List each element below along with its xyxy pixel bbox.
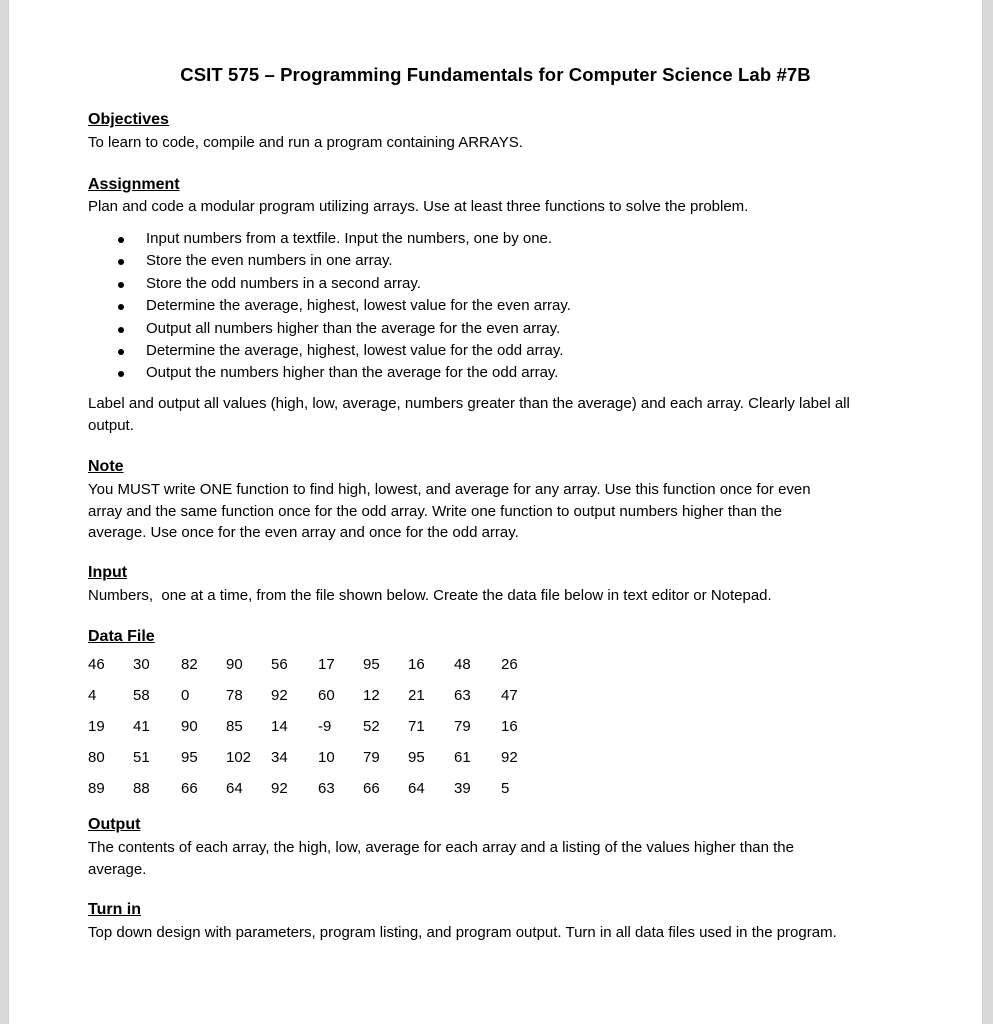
page-title: CSIT 575 – Programming Fundamentals for Computer Science Lab #7B: [180, 64, 811, 85]
bullet-item: Store the even numbers in one array.: [116, 250, 571, 272]
data-cell: 61: [454, 749, 471, 766]
data-cell: 46: [88, 656, 105, 673]
data-cell: 21: [408, 687, 425, 704]
data-file-heading: Data File: [88, 628, 155, 645]
data-cell: 79: [363, 749, 380, 766]
assignment-heading: Assignment: [88, 176, 180, 193]
data-cell: 60: [318, 687, 335, 704]
note-heading: Note: [88, 458, 124, 475]
note-text: You MUST write ONE function to find high, lowest, and average for any array. Use this function once for even array and the same function once for the odd array. Write one function to output numbers higher than the average. Use once for the even array and once for the odd array.: [88, 481, 811, 541]
bullet-icon: [118, 282, 124, 288]
data-cell: 92: [271, 780, 288, 797]
data-cell: 39: [454, 780, 471, 797]
bullet-icon: [118, 327, 124, 333]
output-heading: Output: [88, 816, 141, 833]
data-cell: 78: [226, 687, 243, 704]
data-cell: 85: [226, 718, 243, 735]
turn-in-text: Top down design with parameters, program listing, and program output. Turn in all data files used in the program.: [88, 924, 837, 941]
data-cell: 92: [501, 749, 518, 766]
bullet-item: Determine the average, highest, lowest value for the odd array.: [116, 340, 571, 362]
data-row: [88, 680, 531, 711]
data-row: [88, 711, 531, 742]
bullet-item: Output the numbers higher than the average for the odd array.: [116, 362, 571, 384]
data-cell: 90: [226, 656, 243, 673]
bullet-icon: [118, 304, 124, 310]
document-page: [8, 0, 983, 1024]
data-cell: 82: [181, 656, 198, 673]
data-cell: 10: [318, 749, 335, 766]
data-cell: 47: [501, 687, 518, 704]
data-cell: 16: [408, 656, 425, 673]
bullet-item: Store the odd numbers in a second array.: [116, 273, 571, 295]
data-cell: 30: [133, 656, 150, 673]
data-cell: -9: [318, 718, 332, 735]
data-cell: 63: [318, 780, 335, 797]
data-file-table: [88, 649, 531, 804]
bullet-icon: [118, 259, 124, 265]
bullet-icon: [118, 349, 124, 355]
label-output-paragraph: Label and output all values (high, low, average, numbers greater than the average) and each array. Clearly label all output.: [88, 395, 850, 434]
data-cell: 5: [501, 780, 510, 797]
data-cell: 66: [363, 780, 380, 797]
data-cell: 89: [88, 780, 105, 797]
data-cell: 79: [454, 718, 471, 735]
turn-in-heading: Turn in: [88, 901, 142, 918]
data-cell: 26: [501, 656, 518, 673]
data-cell: 64: [408, 780, 425, 797]
data-cell: 66: [181, 780, 198, 797]
data-cell: 17: [318, 656, 335, 673]
data-cell: 56: [271, 656, 288, 673]
data-cell: 12: [363, 687, 380, 704]
data-cell: 48: [454, 656, 471, 673]
data-cell: 90: [181, 718, 198, 735]
data-cell: 51: [133, 749, 150, 766]
data-cell: 58: [133, 687, 150, 704]
objectives-heading: Objectives: [88, 111, 169, 128]
data-cell: 41: [133, 718, 150, 735]
bullet-icon: [118, 237, 124, 243]
data-row: [88, 649, 531, 680]
data-cell: 63: [454, 687, 471, 704]
data-cell: 95: [363, 656, 380, 673]
data-cell: 19: [88, 718, 105, 735]
assignment-bullet-list: [116, 228, 571, 385]
bullet-item: Determine the average, highest, lowest value for the even array.: [116, 295, 571, 317]
data-cell: 52: [363, 718, 380, 735]
objectives-text: To learn to code, compile and run a program containing ARRAYS.: [88, 134, 523, 151]
data-cell: 34: [271, 749, 288, 766]
data-row: [88, 742, 531, 773]
input-text: Numbers, one at a time, from the file shown below. Create the data file below in text editor or Notepad.: [88, 587, 772, 604]
data-cell: 71: [408, 718, 425, 735]
bullet-item: Output all numbers higher than the average for the even array.: [116, 318, 571, 340]
output-text: The contents of each array, the high, low, average for each array and a listing of the values higher than the average.: [88, 839, 794, 878]
data-cell: 95: [408, 749, 425, 766]
data-cell: 80: [88, 749, 105, 766]
bullet-icon: [118, 371, 124, 377]
data-cell: 14: [271, 718, 288, 735]
input-heading: Input: [88, 564, 128, 581]
data-cell: 4: [88, 687, 97, 704]
data-row: [88, 773, 531, 804]
data-cell: 95: [181, 749, 198, 766]
data-cell: 64: [226, 780, 243, 797]
data-cell: 88: [133, 780, 150, 797]
data-cell: 0: [181, 687, 190, 704]
data-cell: 92: [271, 687, 288, 704]
bullet-item: Input numbers from a textfile. Input the numbers, one by one.: [116, 228, 571, 250]
data-cell: 16: [501, 718, 518, 735]
data-cell: 102: [226, 749, 252, 766]
assignment-text: Plan and code a modular program utilizing arrays. Use at least three functions to solve the problem.: [88, 198, 749, 215]
